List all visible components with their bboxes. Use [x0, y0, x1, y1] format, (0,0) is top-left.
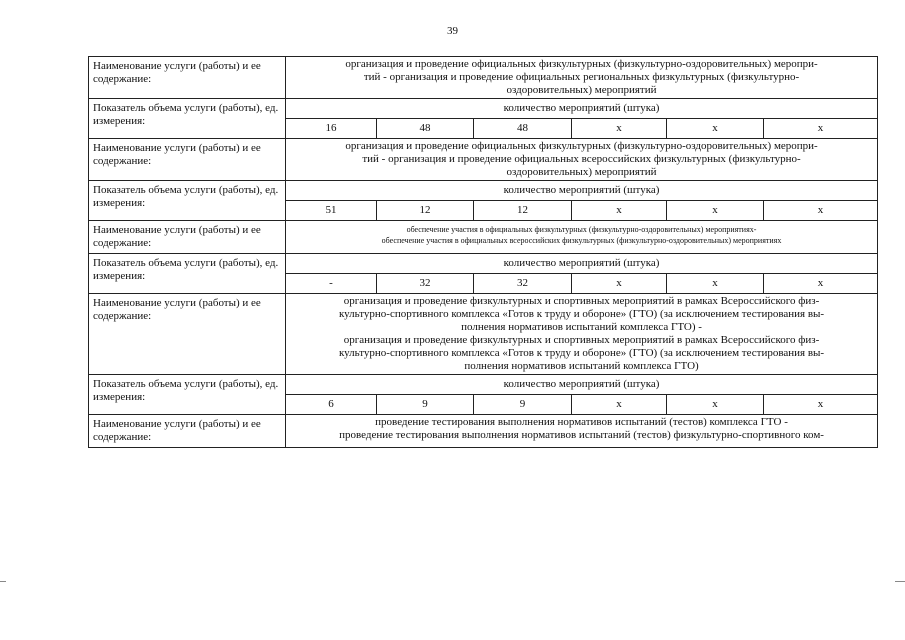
page-number: 39 — [447, 25, 458, 37]
value-cell: x — [572, 119, 667, 139]
service-label: Наименование услуги (работы) и ее содержание: — [89, 221, 286, 254]
service-description-line: тий - организация и проведение официальных всероссийских физкультурных (физкультурно- — [362, 153, 801, 165]
service-description-line: организация и проведение официальных физкультурных (физкультурно-оздоровительных) меропри- — [345, 58, 818, 70]
indicator-row — [89, 181, 878, 201]
service-description-line: тий - организация и проведение официальных региональных физкультурных (физкультурно- — [363, 71, 800, 83]
service-description-line: проведение тестирования выполнения нормативов испытаний (тестов) физкультурно-спортивного ком- — [339, 429, 824, 441]
service-label: Наименование услуги (работы) и ее содержание: — [89, 139, 286, 181]
service-row — [89, 221, 878, 254]
service-description-line: организация и проведение официальных физкультурных (физкультурно-оздоровительных) меропри- — [345, 140, 818, 152]
service-label: Наименование услуги (работы) и ее содержание: — [89, 415, 286, 448]
service-label: Наименование услуги (работы) и ее содержание: — [89, 57, 286, 99]
service-description-line: обеспечение участия в официальных физкультурных (физкультурно-оздоровительных) мероприятиях- — [406, 225, 757, 234]
value-cell: 6 — [286, 395, 377, 415]
value-cell: x — [667, 274, 764, 294]
service-row — [89, 294, 878, 375]
indicator-label: Показатель объема услуги (работы), ед. измерения: — [89, 375, 286, 415]
service-description — [286, 57, 878, 99]
service-description-line: культурно-спортивного комплекса «Готов к труду и обороне» (ГТО) (за исключением тестирования вы- — [338, 347, 825, 359]
value-cell: x — [572, 201, 667, 221]
right-margin-mark — [895, 581, 905, 582]
table-body — [89, 57, 878, 448]
unit-of-measure: количество мероприятий (штука) — [286, 181, 878, 201]
value-cell: 9 — [377, 395, 474, 415]
value-cell: x — [572, 274, 667, 294]
value-cell: x — [667, 395, 764, 415]
service-description — [286, 415, 878, 448]
indicator-row — [89, 99, 878, 119]
value-cell: x — [667, 119, 764, 139]
service-description-line: оздоровительных) мероприятий — [506, 166, 657, 178]
value-cell: 48 — [474, 119, 572, 139]
service-description-line: культурно-спортивного комплекса «Готов к труду и обороне» (ГТО) (за исключением тестирования вы- — [338, 308, 825, 320]
value-cell: 12 — [377, 201, 474, 221]
service-row — [89, 57, 878, 99]
service-description-line: обеспечение участия в официальных всероссийских физкультурных (физкультурно-оздоровительных) мероприятиях — [381, 236, 782, 245]
indicator-row — [89, 375, 878, 395]
value-cell: x — [764, 201, 878, 221]
value-cell: - — [286, 274, 377, 294]
value-cell: 9 — [474, 395, 572, 415]
service-description-line: полнения нормативов испытаний комплекса ГТО) - — [461, 321, 702, 333]
services-table — [88, 56, 878, 448]
service-description-line: организация и проведение физкультурных и спортивных мероприятий в рамках Всероссийского физ- — [343, 334, 820, 346]
indicator-row — [89, 254, 878, 274]
service-description — [286, 221, 878, 254]
indicator-label: Показатель объема услуги (работы), ед. измерения: — [89, 181, 286, 221]
value-cell: x — [764, 119, 878, 139]
unit-of-measure: количество мероприятий (штука) — [286, 254, 878, 274]
service-row — [89, 139, 878, 181]
left-margin-mark — [0, 581, 6, 582]
value-cell: 32 — [377, 274, 474, 294]
value-cell: 51 — [286, 201, 377, 221]
value-cell: x — [764, 395, 878, 415]
value-cell: x — [764, 274, 878, 294]
value-cell: 48 — [377, 119, 474, 139]
service-description-line: оздоровительных) мероприятий — [506, 84, 657, 96]
value-cell: 32 — [474, 274, 572, 294]
value-cell: 12 — [474, 201, 572, 221]
unit-of-measure: количество мероприятий (штука) — [286, 375, 878, 395]
value-cell: x — [667, 201, 764, 221]
service-description — [286, 294, 878, 375]
service-description — [286, 139, 878, 181]
value-cell: x — [572, 395, 667, 415]
service-description-line: полнения нормативов испытаний комплекса ГТО) — [464, 360, 699, 372]
indicator-label: Показатель объема услуги (работы), ед. измерения: — [89, 99, 286, 139]
service-label: Наименование услуги (работы) и ее содержание: — [89, 294, 286, 375]
value-cell: 16 — [286, 119, 377, 139]
unit-of-measure: количество мероприятий (штука) — [286, 99, 878, 119]
indicator-label: Показатель объема услуги (работы), ед. измерения: — [89, 254, 286, 294]
service-row — [89, 415, 878, 448]
service-description-line: проведение тестирования выполнения нормативов испытаний (тестов) комплекса ГТО - — [375, 416, 788, 428]
service-description-line: организация и проведение физкультурных и спортивных мероприятий в рамках Всероссийского физ- — [343, 295, 820, 307]
